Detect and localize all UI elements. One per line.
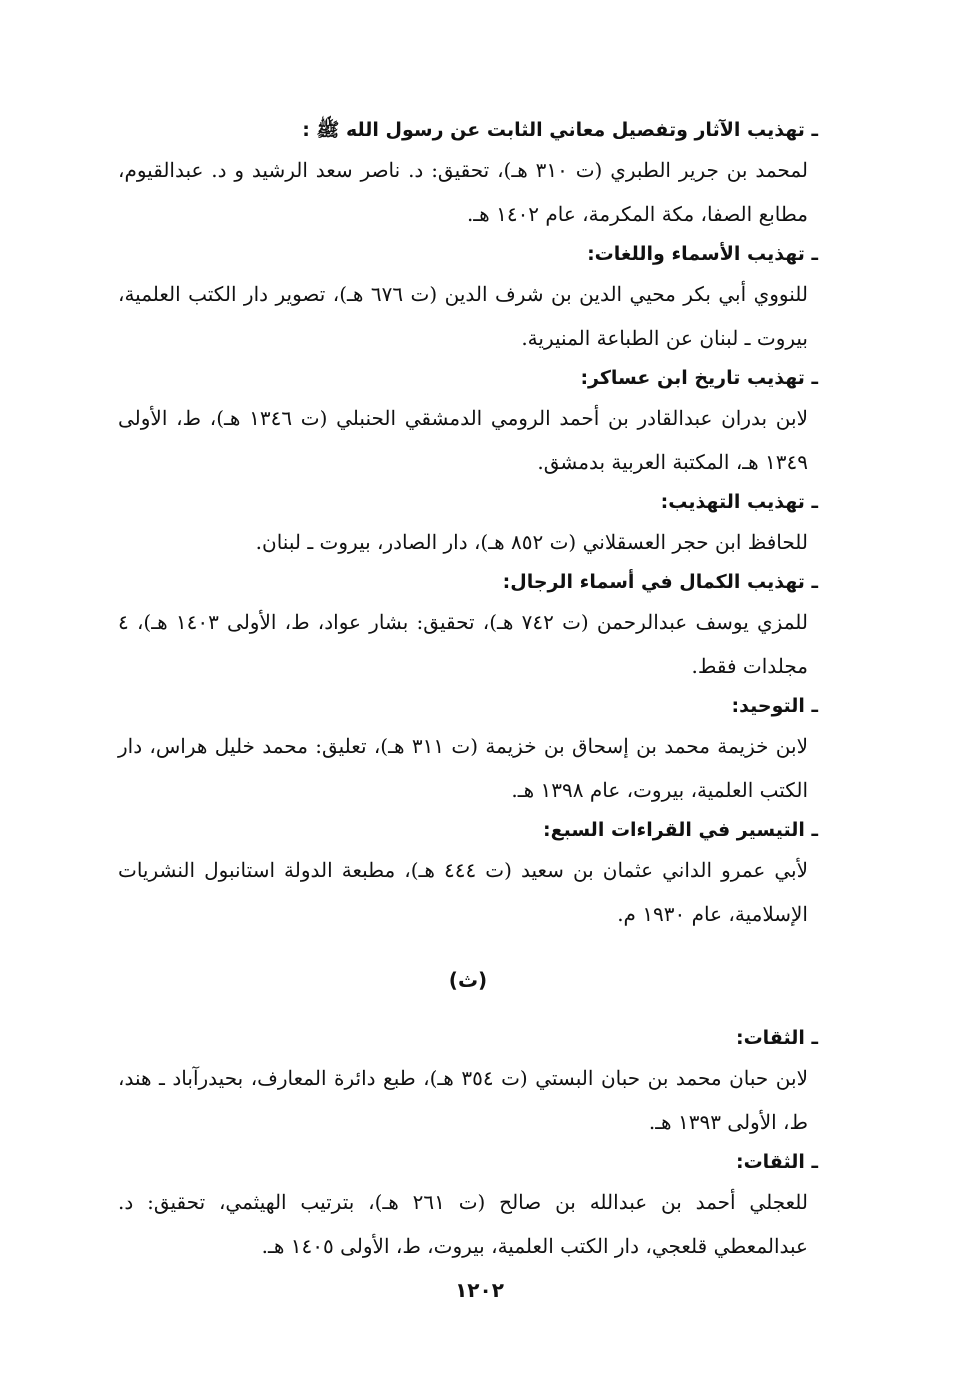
page-number: ١٢٠٢ [455, 1278, 504, 1302]
entry-body: للمزي يوسف عبدالرحمن (ت ٧٤٢ هـ)، تحقيق: بشار عواد، ط، الأولى ١٤٠٣ هـ)، ٤ مجلدات فقط. [118, 610, 808, 678]
entry-title: ـ الثقات: [735, 1027, 818, 1049]
entry-title: ـ الثقات: [735, 1151, 818, 1173]
entry-title: ـ التيسير في القراءات السبع: [543, 819, 818, 841]
bibliography-entry [118, 564, 818, 688]
entry-title: ـ تهذيب الكمال في أسماء الرجال: [502, 571, 818, 593]
entry-title: ـ تهذيب تاريخ ابن عساكر: [580, 367, 818, 389]
entry-body: للنووي أبي بكر محيي الدين بن شرف الدين (ت ٦٧٦ هـ)، تصوير دار الكتب العلمية، بيروت ـ لبنان عن الطباعة المنيرية. [118, 282, 808, 350]
bibliography-entry [118, 812, 818, 936]
entry-body: للعجلي أحمد بن عبدالله بن صالح (ت ٢٦١ هـ)، بترتيب الهيثمي، تحقيق: د. عبدالمعطي قلعجي، دار الكتب العلمية، بيروت، ط، الأولى ١٤٠٥ هـ. [118, 1190, 808, 1258]
entry-body: لابن بدران عبدالقادر بن أحمد الرومي الدمشقي الحنبلي (ت ١٣٤٦ هـ)، ط، الأولى ١٣٤٩ هـ، المكتبة العربية بدمشق. [118, 406, 808, 474]
entry-title: ـ تهذيب التهذيب: [660, 491, 818, 513]
bibliography-entry [118, 688, 818, 812]
bibliography-entry [118, 236, 818, 360]
entry-body: لمحمد بن جرير الطبري (ت ٣١٠ هـ)، تحقيق: د. ناصر سعد الرشيد و د. عبدالقيوم، مطابع الصفا، مكة المكرمة، عام ١٤٠٢ هـ. [118, 158, 808, 226]
entry-body: لأبي عمرو الداني عثمان بن سعيد (ت ٤٤٤ هـ)، مطبعة الدولة استانبول النشريات الإسلامية، عام ١٩٣٠ م. [118, 858, 808, 926]
bibliography-entry [118, 1020, 818, 1144]
entry-title: ـ تهذيب الأسماء واللغات: [587, 243, 818, 265]
bibliography-entry [118, 112, 818, 236]
entry-title: ـ التوحيد: [731, 695, 818, 717]
entry-body: لابن حبان محمد بن حبان البستي (ت ٣٥٤ هـ)، طبع دائرة المعارف، بحيدرآباد ـ هند، ط، الأولى ١٣٩٣ هـ. [118, 1066, 808, 1134]
bibliography-entry [118, 484, 818, 564]
entry-body: لابن خزيمة محمد بن إسحاق بن خزيمة (ت ٣١١ هـ)، تعليق: محمد خليل هراس، دار الكتب العلمية، بيروت، عام ١٣٩٨ هـ. [118, 734, 809, 802]
section-heading: (ث) [448, 968, 488, 992]
bibliography-entry [118, 360, 818, 484]
bibliography-page [118, 112, 818, 1268]
entry-body: للحافظ ابن حجر العسقلاني (ت ٨٥٢ هـ)، دار الصادر، بيروت ـ لبنان. [255, 530, 808, 554]
entry-title: ـ تهذيب الآثار وتفصيل معاني الثابت عن رسول الله ﷺ : [302, 119, 818, 141]
bibliography-entry [118, 1144, 818, 1268]
